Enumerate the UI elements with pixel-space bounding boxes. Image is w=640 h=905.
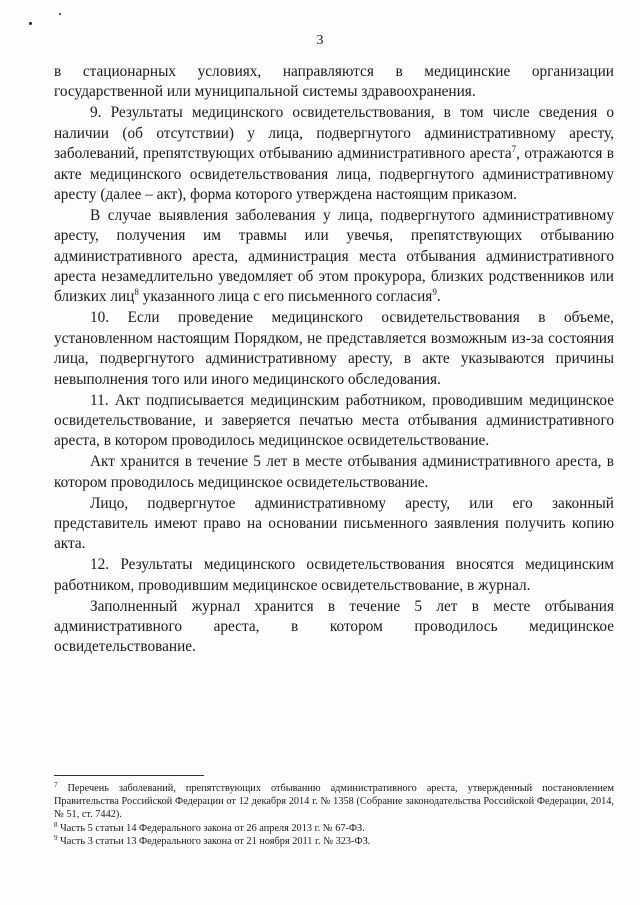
paragraph	[54, 597, 614, 658]
paragraph-text: указанного лица с его письменного согласия	[138, 288, 433, 306]
paragraph	[54, 391, 614, 452]
footnotes	[54, 782, 614, 848]
footnote-reference: 7	[511, 144, 517, 155]
paragraph	[54, 206, 614, 308]
paragraph-text: 10. Если проведение медицинского освидетельствования в объеме, установленном настоящим Порядком, не представляется возможным из-за состояния лица, подвергнутого административному аресту, в акте указываются причины невыполнения того или иного медицинского обследования.	[54, 309, 614, 388]
body-text	[54, 62, 614, 658]
paragraph	[54, 452, 614, 493]
footnote-reference: 9	[432, 287, 437, 298]
scan-speck	[29, 22, 32, 25]
paragraph	[54, 103, 614, 205]
paragraph	[54, 62, 614, 103]
paragraph-text: 11. Акт подписывается медицинским работником, проводившим медицинское освидетельствование, и заверяется печатью места отбывания административного ареста, в котором проводилось медицинское освидетельствование.	[54, 391, 614, 450]
paragraph-text: в стационарных условиях, направляются в медицинские организации государственной или муниципальной системы здравоохранения.	[54, 63, 614, 101]
footnote-text: Перечень заболеваний, препятствующих отбыванию административного ареста, утвержденный постановлением Правительства Российской Федерации от 12 декабря 2014 г. № 1358 (Собрание законодательства Российской Федерации, 2014, № 51, ст. 7442).	[54, 783, 614, 821]
footnote-mark: 7	[54, 781, 58, 789]
paragraph	[54, 308, 614, 390]
footnote	[54, 782, 614, 822]
footnote-mark: 9	[54, 833, 58, 842]
paragraph	[54, 494, 614, 555]
footnote-text: Часть 3 статьи 13 Федерального закона от 21 ноября 2011 г. № 323-ФЗ.	[57, 835, 371, 847]
paragraph-text: , отражаются в акте медицинского освидетельствования лица, подвергнутого административному аресту (далее – акт), форма которого утверждена настоящим приказом.	[54, 145, 615, 203]
footnote-mark: 8	[54, 820, 58, 829]
footnote-separator	[54, 775, 204, 776]
paragraph-text: .	[436, 288, 441, 306]
paragraph-text: Заполненный журнал хранится в течение 5 лет в месте отбывания административного ареста, в котором проводилось медицинское освидетельствование.	[54, 597, 614, 656]
paragraph-text: В случае выявления заболевания у лица, подвергнутого административному аресту, получения им травмы или увечья, препятствующих отбыванию административного ареста, администрация места отбывания административного ареста незамедлительно уведомляет об этом прокурора, близких родственников или близких лиц	[54, 206, 614, 306]
paragraph	[54, 555, 614, 596]
footnote-text: Часть 5 статьи 14 Федерального закона от 26 апреля 2013 г. № 67-ФЗ.	[57, 822, 365, 834]
paragraph-text: Лицо, подвергнутое административному аресту, или его законный представитель имеют право на основании письменного заявления получить копию акта.	[54, 494, 614, 553]
scan-speck	[59, 13, 61, 15]
footnote	[54, 835, 614, 848]
paragraph-text: Акт хранится в течение 5 лет в месте отбывания административного ареста, в котором проводилось медицинское освидетельствование.	[54, 453, 614, 491]
footnote-reference: 8	[134, 287, 139, 298]
page-number: 3	[316, 33, 324, 48]
footnote	[54, 822, 614, 835]
paragraph-text: 12. Результаты медицинского освидетельствования вносятся медицинским работником, проводившим медицинское освидетельствование, в журнал.	[54, 556, 614, 594]
paragraph-text: 9. Результаты медицинского освидетельствования, в том числе сведения о наличии (об отсутствии) у лица, подвергнутого административному аресту, заболеваний, препятствующих отбыванию административного ареста	[54, 104, 614, 163]
